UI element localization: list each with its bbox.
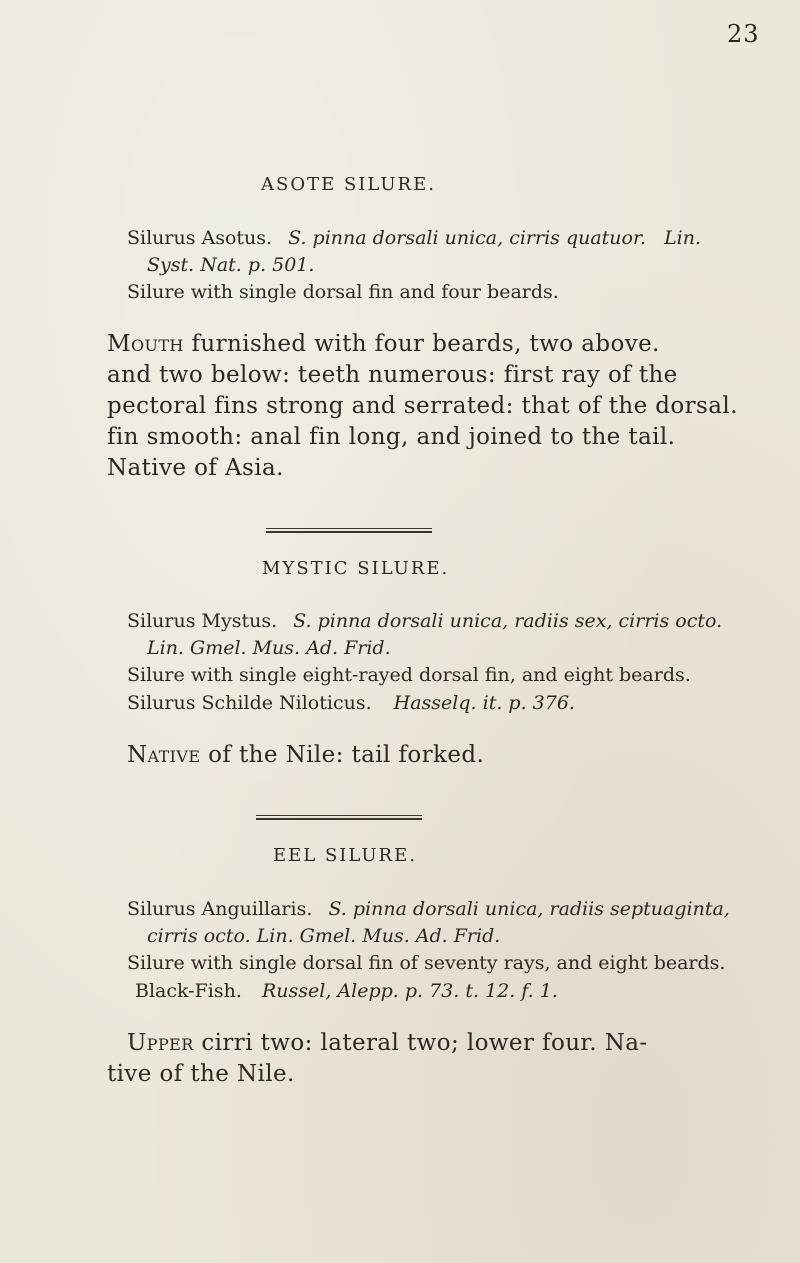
section-title-eel: EEL SILURE. <box>273 845 417 866</box>
drop-word: Mouth <box>107 331 184 357</box>
species-name: Silurus Anguillaris. <box>127 898 313 920</box>
author-ref: Lin. <box>664 227 702 249</box>
description-text: of the Nile: tail forked. <box>200 742 485 768</box>
description-text: furnished with four beards, two above. <box>183 331 660 357</box>
synonym-line-4 <box>135 980 558 1002</box>
synonym-line-3: Silure with single eight-rayed dorsal fin, and eight beards. <box>127 664 691 686</box>
species-name: Silurus Schilde Niloticus. <box>127 692 372 714</box>
description-line-1 <box>127 1030 648 1056</box>
section-title-mystic: MYSTIC SILURE. <box>262 558 450 579</box>
synonym-line-1 <box>127 610 722 632</box>
description-line-1 <box>127 742 484 768</box>
drop-word: Upper <box>127 1030 194 1056</box>
description-line-1 <box>107 331 660 357</box>
synonym-line-3: Silure with single dorsal fin and four beards. <box>127 281 559 303</box>
synonym-line-1 <box>127 898 730 920</box>
synonym-line-2: cirris octo. Lin. Gmel. Mus. Ad. Frid. <box>147 925 501 947</box>
description-line-2: and two below: teeth numerous: first ray of the <box>107 362 678 388</box>
synonym-line-3: Silure with single dorsal fin of seventy rays, and eight beards. <box>127 952 726 974</box>
drop-word: Native <box>127 742 201 768</box>
section-title-asote: ASOTE SILURE. <box>261 174 436 195</box>
literature-ref: Hasselq. it. p. 376. <box>393 692 575 714</box>
description-line-5: Native of Asia. <box>107 455 284 481</box>
common-name: Black-Fish. <box>135 980 242 1002</box>
description-line-3: pectoral fins strong and serrated: that of the dorsal. <box>107 393 738 419</box>
latin-description: S. pinna dorsali unica, cirris quatuor. <box>288 227 647 249</box>
latin-description: S. pinna dorsali unica, radiis septuaginta, <box>328 898 730 920</box>
description-text: cirri two: lateral two; lower four. Na- <box>193 1030 648 1056</box>
synonym-line-2: Lin. Gmel. Mus. Ad. Frid. <box>147 637 391 659</box>
latin-description: S. pinna dorsali unica, radiis sex, cirris octo. <box>293 610 723 632</box>
literature-ref: Russel, Alepp. p. 73. t. 12. f. 1. <box>261 980 558 1002</box>
synonym-line-1 <box>127 227 701 249</box>
species-name: Silurus Asotus. <box>127 227 273 249</box>
section-divider <box>266 528 432 533</box>
page-number: 23 <box>727 20 760 48</box>
synonym-line-2: Syst. Nat. p. 501. <box>147 254 315 276</box>
description-line-2: tive of the Nile. <box>107 1061 295 1087</box>
species-name: Silurus Mystus. <box>127 610 278 632</box>
section-divider <box>256 815 422 820</box>
description-line-4: fin smooth: anal fin long, and joined to the tail. <box>107 424 676 450</box>
synonym-line-4 <box>127 692 575 714</box>
